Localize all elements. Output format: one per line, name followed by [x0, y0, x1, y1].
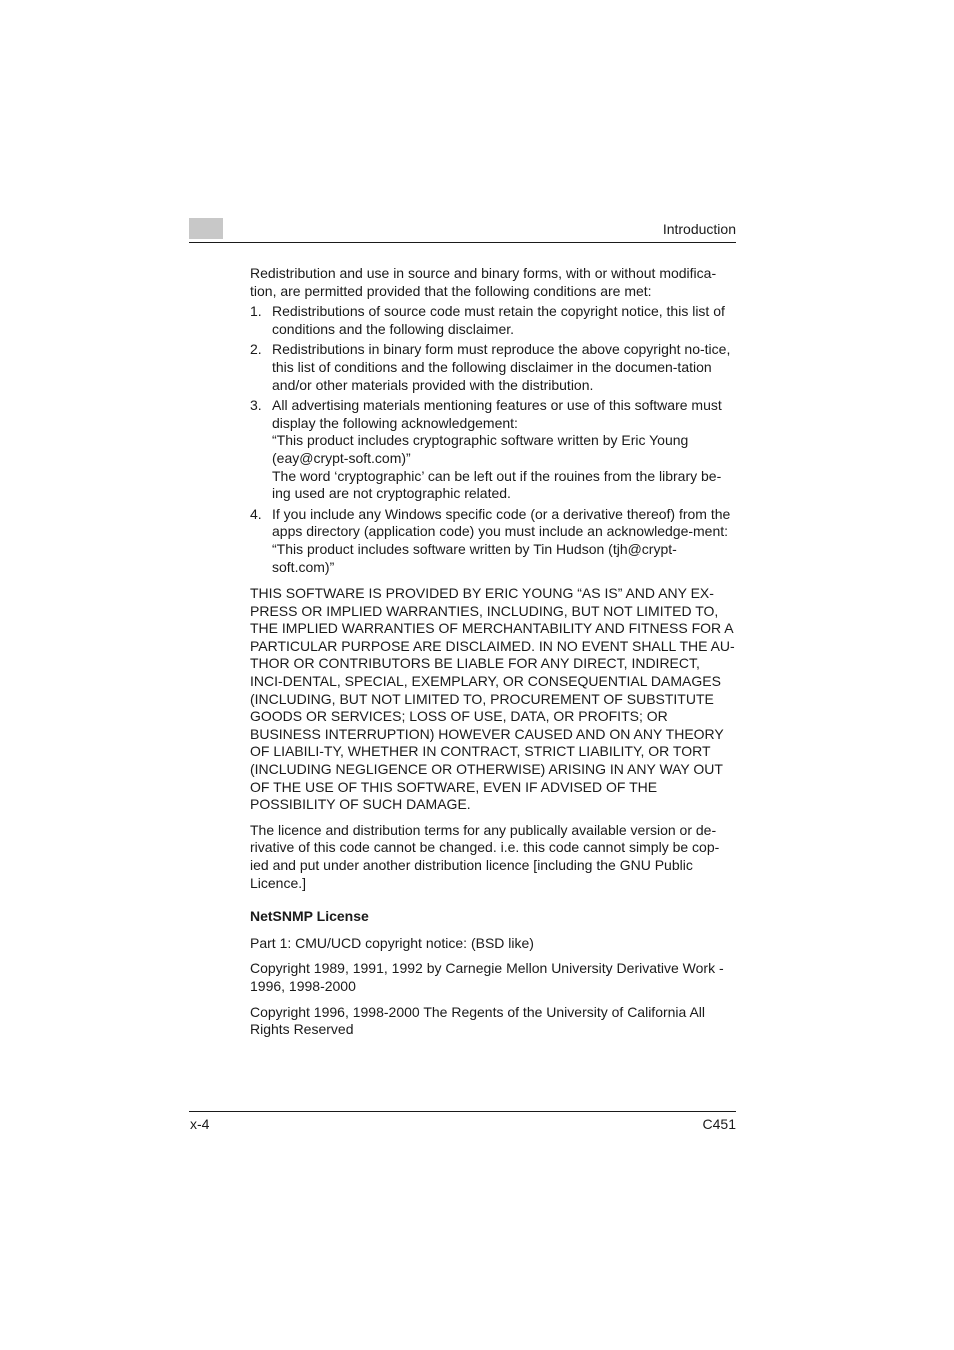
copyright-paragraph: Copyright 1996, 1998-2000 The Regents of the University of California All Rights Reserved: [250, 1003, 706, 1038]
part1-paragraph: Part 1: CMU/UCD copyright notice: (BSD like): [250, 934, 534, 951]
header-rule: [189, 242, 736, 243]
list-note: The word ‘cryptographic’ can be left out if the rouines from the library be-ing used are not cryptographic related.: [272, 467, 722, 502]
disclaimer-paragraph: THIS SOFTWARE IS PROVIDED BY ERIC YOUNG “AS IS” AND ANY EX-PRESS OR IMPLIED WARRANTIES, INCLUDING, BUT NOT LIMITED TO, THE IMPLIED WARRANTIES OF MERCHANTABILITY AND FITNESS FOR A PARTICULAR PURPOSE ARE DISCLAIMED. IN NO EVENT SHALL THE AU-THOR OR CONTRIBUTORS BE LIABLE FOR ANY DIRECT, INDIRECT, INCI-DENTAL, SPECIAL, EXEMPLARY, OR CONSEQUENTIAL DAMAGES (INCLUDING, BUT NOT LIMITED TO, PROCUREMENT OF SUBSTITUTE GOODS OR SERVICES; LOSS OF USE, DATA, OR PROFITS; OR BUSINESS INTERRUPTION) HOWEVER CAUSED AND ON ANY THEORY OF LIABILI-TY, WHETHER IN CONTRACT, STRICT LIABILITY, OR TORT (INCLUDING NEGLIGENCE OR OTHERWISE) ARISING IN ANY WAY OUT OF THE USE OF THIS SOFTWARE, EVEN IF ADVISED OF THE POSSIBILITY OF SUCH DAMAGE.: [250, 585, 735, 813]
list-item: [250, 341, 736, 394]
list-text: If you include any Windows specific code (or a derivative thereof) from the apps directory (application code) you must include an acknowledge-ment:: [272, 505, 731, 540]
page-content: [250, 265, 736, 1047]
list-text: Redistributions of source code must retain the copyright notice, this list of conditions and the following disclaimer.: [272, 303, 725, 337]
footer-rule: [189, 1111, 736, 1112]
list-text: All advertising materials mentioning features or use of this software must display the following acknowledgement:: [272, 397, 722, 431]
intro-paragraph: Redistribution and use in source and binary forms, with or without modifica-tion, are permitted provided that the following conditions are met:: [250, 265, 717, 299]
acknowledgement-quote: “This product includes cryptographic software written by Eric Young (eay@crypt-soft.com)”: [272, 432, 689, 466]
header-tab-block: [189, 218, 223, 239]
list-item: [250, 506, 736, 576]
list-number: 1.: [250, 303, 262, 320]
header-title: Introduction: [662, 221, 736, 237]
list-number: 2.: [250, 341, 262, 358]
copyright-paragraph: Copyright 1989, 1991, 1992 by Carnegie Mellon University Derivative Work - 1996, 1998-2000: [250, 960, 724, 994]
section-heading: NetSNMP License: [250, 908, 369, 925]
list-number: 3.: [250, 397, 262, 414]
list-number: 4.: [250, 505, 262, 522]
list-text: Redistributions in binary form must reproduce the above copyright no-tice, this list of conditions and the following disclaimer in the documen-tation and/or other materials provided with the distribution.: [272, 341, 731, 393]
footer-page-number: x-4: [190, 1116, 210, 1132]
list-item: [250, 397, 736, 503]
footer-model: C451: [702, 1116, 736, 1132]
list-item: [250, 303, 736, 338]
licence-paragraph: The licence and distribution terms for any publically available version or de-rivative of this code cannot be changed. i.e. this code cannot simply be cop-ied and put under another distribution licence [including the GNU Public Licence.]: [250, 821, 720, 891]
acknowledgement-quote: “This product includes software written by Tin Hudson (tjh@crypt-soft.com)”: [272, 540, 677, 575]
